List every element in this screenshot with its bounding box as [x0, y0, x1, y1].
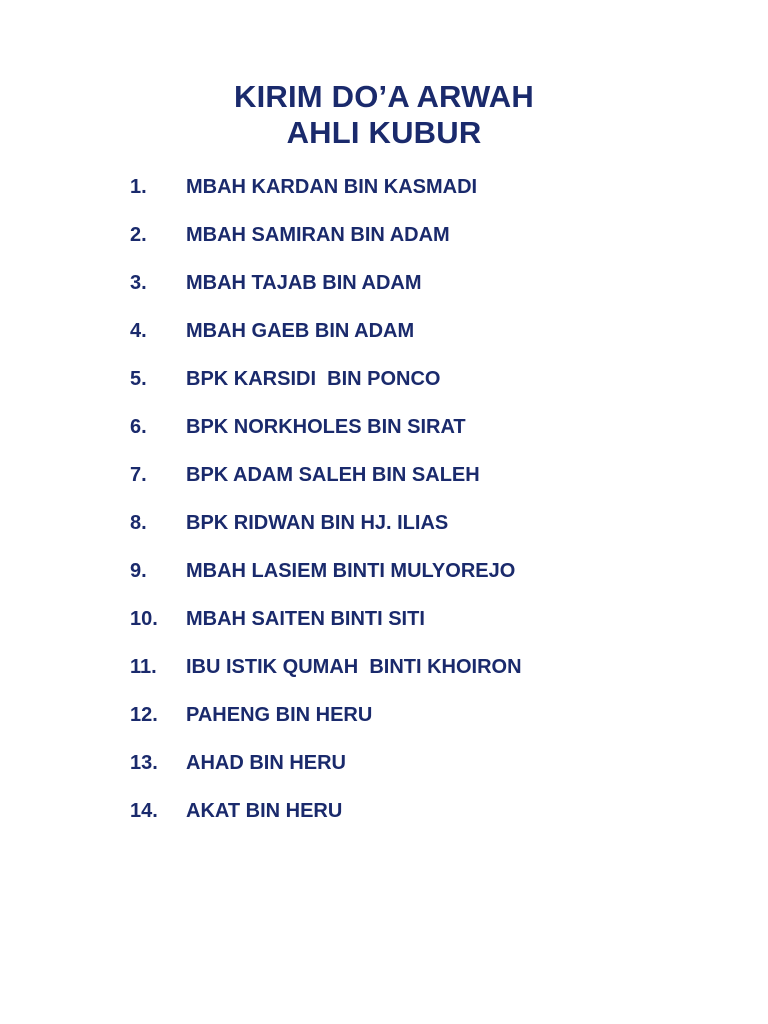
list-item-name: BPK NORKHOLES BIN SIRAT [186, 416, 466, 438]
list-item-name: AKAT BIN HERU [186, 800, 343, 822]
list-item [130, 176, 690, 224]
list-item-number: 1. [130, 176, 147, 198]
list-item [130, 512, 690, 560]
list-item-name: IBU ISTIK QUMAH BINTI KHOIRON [186, 656, 522, 678]
list-item-number: 9. [130, 560, 147, 582]
list-item [130, 320, 690, 368]
list-item [130, 656, 690, 704]
list-item [130, 464, 690, 512]
list-item-number: 3. [130, 272, 147, 294]
list-item [130, 416, 690, 464]
list-item [130, 608, 690, 656]
list-item-number: 12. [130, 704, 158, 726]
list-item-number: 5. [130, 368, 147, 390]
list-item [130, 560, 690, 608]
list-item [130, 800, 690, 848]
list-item-name: BPK KARSIDI BIN PONCO [186, 368, 441, 390]
list-item-number: 14. [130, 800, 158, 822]
list-item-name: MBAH TAJAB BIN ADAM [186, 272, 422, 294]
list-item [130, 224, 690, 272]
list-item [130, 752, 690, 800]
list-item-number: 11. [130, 656, 157, 678]
list-item-number: 10. [130, 608, 158, 630]
page-title-line-2: AHLI KUBUR [286, 115, 482, 150]
list-item-name: MBAH GAEB BIN ADAM [186, 320, 415, 342]
list-item [130, 704, 690, 752]
list-item-number: 4. [130, 320, 147, 342]
list-item [130, 368, 690, 416]
list-item-number: 8. [130, 512, 147, 534]
list-item-number: 13. [130, 752, 158, 774]
list-item-name: BPK ADAM SALEH BIN SALEH [186, 464, 480, 486]
list-item [130, 272, 690, 320]
list-item-number: 2. [130, 224, 147, 246]
list-item-name: MBAH LASIEM BINTI MULYOREJO [186, 560, 516, 582]
list-item-name: MBAH KARDAN BIN KASMADI [186, 176, 478, 198]
list-item-name: MBAH SAITEN BINTI SITI [186, 608, 425, 630]
name-list [130, 176, 690, 848]
list-item-name: MBAH SAMIRAN BIN ADAM [186, 224, 450, 246]
list-item-name: AHAD BIN HERU [186, 752, 346, 774]
list-item-name: BPK RIDWAN BIN HJ. ILIAS [186, 512, 449, 534]
list-item-name: PAHENG BIN HERU [186, 704, 373, 726]
list-item-number: 7. [130, 464, 147, 486]
list-item-number: 6. [130, 416, 147, 438]
page-title-line-1: KIRIM DO’A ARWAH [234, 79, 534, 114]
